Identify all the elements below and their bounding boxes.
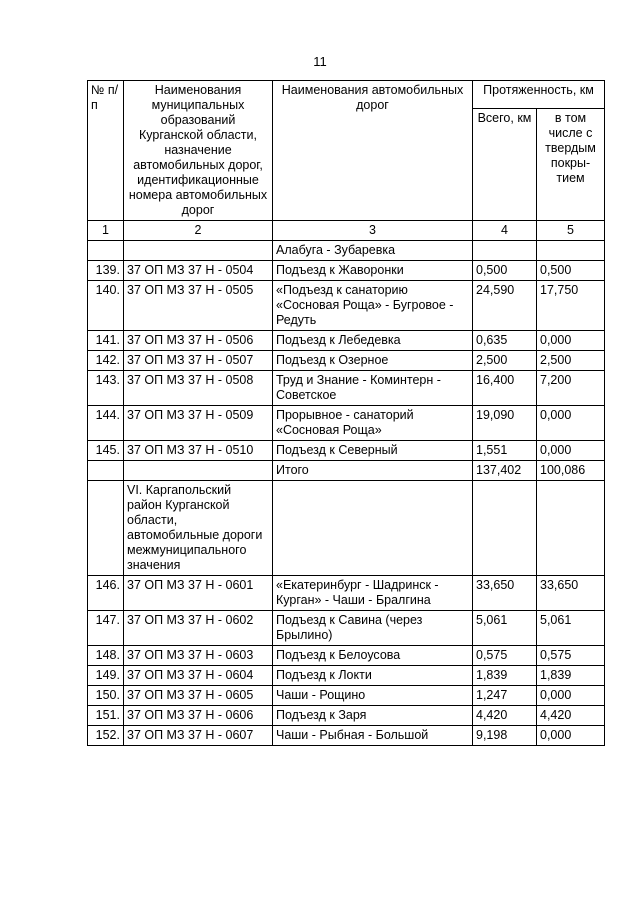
row-number: 149. bbox=[88, 666, 124, 686]
table-row bbox=[88, 726, 605, 746]
table-row bbox=[88, 261, 605, 281]
row-number: 150. bbox=[88, 686, 124, 706]
road-id-code: 37 ОП МЗ 37 Н - 0602 bbox=[124, 611, 273, 646]
road-id-code: 37 ОП МЗ 37 Н - 0607 bbox=[124, 726, 273, 746]
section-block bbox=[88, 481, 605, 576]
length-total: 0,575 bbox=[473, 646, 537, 666]
road-name: Подъезд к Озерное bbox=[273, 351, 473, 371]
header-length: Протяженность, км bbox=[473, 81, 605, 109]
length-paved: 33,650 bbox=[537, 576, 605, 611]
table-row bbox=[88, 331, 605, 351]
length-paved: 4,420 bbox=[537, 706, 605, 726]
road-name: Чаши - Рощино bbox=[273, 686, 473, 706]
length-total: 33,650 bbox=[473, 576, 537, 611]
length-paved: 17,750 bbox=[537, 281, 605, 331]
row-number: 143. bbox=[88, 371, 124, 406]
table-row bbox=[88, 281, 605, 331]
column-number: 2 bbox=[124, 221, 273, 241]
row-number: 144. bbox=[88, 406, 124, 441]
length-total: 4,420 bbox=[473, 706, 537, 726]
road-name: Чаши - Рыбная - Большой bbox=[273, 726, 473, 746]
row-number bbox=[88, 241, 124, 261]
length-paved: 0,000 bbox=[537, 726, 605, 746]
length-total: 0,635 bbox=[473, 331, 537, 351]
length-total: 5,061 bbox=[473, 611, 537, 646]
road-id-code: 37 ОП МЗ 37 Н - 0603 bbox=[124, 646, 273, 666]
road-id-code: 37 ОП МЗ 37 Н - 0504 bbox=[124, 261, 273, 281]
row-number: 140. bbox=[88, 281, 124, 331]
length-paved: 0,500 bbox=[537, 261, 605, 281]
table-row bbox=[88, 241, 605, 261]
road-id-code: 37 ОП МЗ 37 Н - 0605 bbox=[124, 686, 273, 706]
column-number: 3 bbox=[273, 221, 473, 241]
row-number bbox=[88, 461, 124, 481]
road-id-code: 37 ОП МЗ 37 Н - 0510 bbox=[124, 441, 273, 461]
road-name: Подъезд к Лебедевка bbox=[273, 331, 473, 351]
road-name: «Подъезд к санаторию «Сосновая Роща» - Бугровое - Редуть bbox=[273, 281, 473, 331]
table-row bbox=[88, 576, 605, 611]
header-paved: в том числе с твердым покры-тием bbox=[537, 109, 605, 221]
row-number: 151. bbox=[88, 706, 124, 726]
column-number: 4 bbox=[473, 221, 537, 241]
road-id-code: 37 ОП МЗ 37 Н - 0606 bbox=[124, 706, 273, 726]
length-paved bbox=[537, 241, 605, 261]
table-row bbox=[88, 611, 605, 646]
road-id-code: 37 ОП МЗ 37 Н - 0505 bbox=[124, 281, 273, 331]
page-number: 11 bbox=[313, 54, 327, 69]
row-number: 148. bbox=[88, 646, 124, 666]
road-name: Труд и Знание - Коминтерн - Советское bbox=[273, 371, 473, 406]
road-id-code: 37 ОП МЗ 37 Н - 0601 bbox=[124, 576, 273, 611]
length-paved: 100,086 bbox=[537, 461, 605, 481]
section-row bbox=[88, 481, 605, 576]
header-road-name: Наименования автомобильных дорог bbox=[273, 81, 473, 221]
header-total: Всего, км bbox=[473, 109, 537, 221]
row-number: 152. bbox=[88, 726, 124, 746]
road-name: «Екатеринбург - Шадринск - Курган» - Чаши - Бралгина bbox=[273, 576, 473, 611]
road-name: Подъезд к Белоусова bbox=[273, 646, 473, 666]
road-name: Подъезд к Северный bbox=[273, 441, 473, 461]
table-row bbox=[88, 686, 605, 706]
roads-table bbox=[87, 80, 605, 746]
length-paved: 0,000 bbox=[537, 441, 605, 461]
column-number: 5 bbox=[537, 221, 605, 241]
table-row bbox=[88, 461, 605, 481]
road-id-code: 37 ОП МЗ 37 Н - 0506 bbox=[124, 331, 273, 351]
length-total: 1,551 bbox=[473, 441, 537, 461]
road-id-code: 37 ОП МЗ 37 Н - 0507 bbox=[124, 351, 273, 371]
length-total: 1,247 bbox=[473, 686, 537, 706]
header-municipality: Наименования муниципальных образований Курганской области, назначение автомобильных дорог, идентификационные номера автомобильных дорог bbox=[124, 81, 273, 221]
section-title: VI. Каргапольский район Курганской области, автомобильные дороги межмуниципального значения bbox=[124, 481, 273, 576]
table-header-row bbox=[88, 81, 605, 109]
road-name: Алабуга - Зубаревка bbox=[273, 241, 473, 261]
table-row bbox=[88, 351, 605, 371]
table-row bbox=[88, 371, 605, 406]
length-total: 1,839 bbox=[473, 666, 537, 686]
table-row bbox=[88, 441, 605, 461]
road-name: Подъезд к Локти bbox=[273, 666, 473, 686]
row-number: 139. bbox=[88, 261, 124, 281]
length-total: 2,500 bbox=[473, 351, 537, 371]
table-row bbox=[88, 646, 605, 666]
table-body-part1 bbox=[88, 241, 605, 481]
road-id-code: 37 ОП МЗ 37 Н - 0508 bbox=[124, 371, 273, 406]
road-id-code: 37 ОП МЗ 37 Н - 0509 bbox=[124, 406, 273, 441]
row-number: 147. bbox=[88, 611, 124, 646]
road-name: Итого bbox=[273, 461, 473, 481]
length-total: 16,400 bbox=[473, 371, 537, 406]
table-body-part2 bbox=[88, 576, 605, 746]
length-paved: 0,000 bbox=[537, 686, 605, 706]
length-total: 24,590 bbox=[473, 281, 537, 331]
row-number: 142. bbox=[88, 351, 124, 371]
length-total: 9,198 bbox=[473, 726, 537, 746]
road-id-code bbox=[124, 241, 273, 261]
column-numbers-row bbox=[88, 221, 605, 241]
length-total: 0,500 bbox=[473, 261, 537, 281]
column-number: 1 bbox=[88, 221, 124, 241]
length-paved: 0,000 bbox=[537, 331, 605, 351]
road-name: Подъезд к Заря bbox=[273, 706, 473, 726]
length-paved: 0,000 bbox=[537, 406, 605, 441]
length-paved: 1,839 bbox=[537, 666, 605, 686]
length-paved: 5,061 bbox=[537, 611, 605, 646]
table-row bbox=[88, 406, 605, 441]
length-total: 19,090 bbox=[473, 406, 537, 441]
row-number: 145. bbox=[88, 441, 124, 461]
length-total: 137,402 bbox=[473, 461, 537, 481]
row-number: 141. bbox=[88, 331, 124, 351]
road-name: Подъезд к Савина (через Брылино) bbox=[273, 611, 473, 646]
road-name: Прорывное - санаторий «Сосновая Роща» bbox=[273, 406, 473, 441]
row-number: 146. bbox=[88, 576, 124, 611]
table-row bbox=[88, 666, 605, 686]
length-paved: 7,200 bbox=[537, 371, 605, 406]
header-number: № п/п bbox=[88, 81, 124, 221]
length-paved: 0,575 bbox=[537, 646, 605, 666]
road-id-code: 37 ОП МЗ 37 Н - 0604 bbox=[124, 666, 273, 686]
length-total bbox=[473, 241, 537, 261]
road-id-code bbox=[124, 461, 273, 481]
length-paved: 2,500 bbox=[537, 351, 605, 371]
road-name: Подъезд к Жаворонки bbox=[273, 261, 473, 281]
table-row bbox=[88, 706, 605, 726]
